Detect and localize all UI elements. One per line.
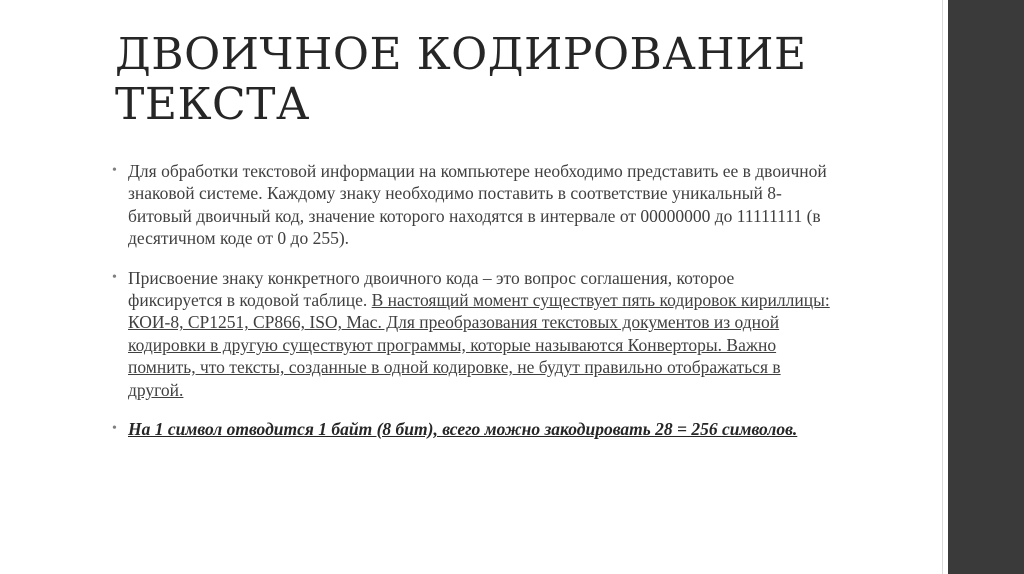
bullet-dot-icon: •: [112, 163, 117, 178]
bullet-item-1: [112, 160, 832, 250]
bullet-dot-icon: •: [112, 421, 117, 437]
bullet-text-2-plain: Присвоение знаку конкретного двоичного кода – это вопрос соглашения, которое фиксируется в кодовой таблице.: [128, 267, 735, 311]
bullet-item-2: [112, 267, 832, 401]
bullet-list: [112, 160, 832, 457]
divider-line: [942, 0, 943, 574]
right-sidebar-bar: [948, 0, 1024, 574]
title-line-1: ДВОИЧНОЕ КОДИРОВАНИЕ: [115, 29, 807, 80]
slide-title: [115, 30, 915, 130]
title-line-2: ТЕКСТА: [115, 79, 310, 130]
bullet-dot-icon: •: [112, 269, 117, 285]
bullet-text-3: На 1 символ отводится 1 байт (8 бит), всего можно закодировать 28 = 256 символов.: [128, 419, 798, 440]
bullet-text-2-underlined: В настоящий момент существует пять кодировок кириллицы: КОИ-8, CP1251, CP866, ISO, Mac. Для преобразования текстовых документов из одной кодировки в другую существуют программы, которые называются Конверторы. Важно помнить, что тексты, созданные в одной кодировке, не будут правильно отображаться в другой.: [128, 290, 830, 400]
bullet-text-1: Для обработки текстовой информации на компьютере необходимо представить ее в двоичной знаковой системе. Каждому знаку необходимо поставить в соответствие уникальный 8-битовый двоичный код, значение которого находятся в интервале от 00000000 до 11111111 (в десятичном коде от 0 до 255).: [128, 161, 827, 249]
bullet-item-3: [112, 418, 832, 440]
